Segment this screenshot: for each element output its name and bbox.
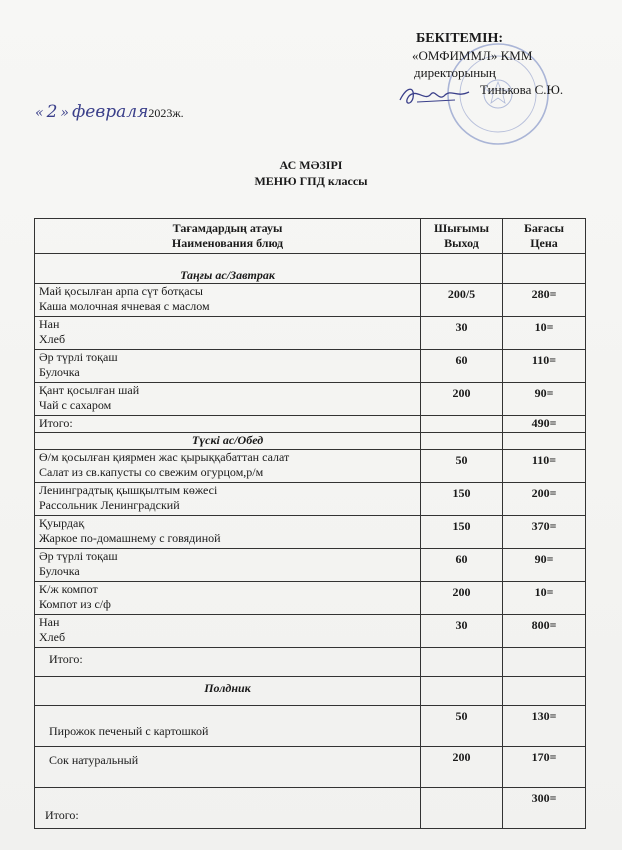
approval-name: Тинькова С.Ю.: [480, 82, 564, 97]
document-date: [35, 102, 184, 122]
approval-org: «ОМФИММЛ» КММ: [412, 48, 533, 63]
handwritten-signature: [395, 80, 475, 110]
header-price: Бағасы Цена: [503, 219, 586, 254]
total-row-breakfast: Итого: 490=: [35, 416, 586, 433]
table-row: Май қосылған арпа сүт ботқасы Каша молочная ячневая с маслом 200/5 280=: [35, 284, 586, 317]
section-row-breakfast: [35, 254, 586, 284]
approval-heading: БЕКІТЕМІН:: [416, 31, 504, 46]
total-label: Итого:: [35, 648, 421, 677]
table-row: Әр түрлі тоқаш Булочка 60 90=: [35, 549, 586, 582]
table-row: Нан Хлеб 30 10=: [35, 317, 586, 350]
date-year: 2023ж.: [148, 106, 184, 120]
total-label: Итого:: [45, 808, 79, 822]
approval-position: директорының: [414, 65, 496, 80]
total-row-lunch: [35, 648, 586, 677]
date-month: февраля: [71, 102, 149, 122]
date-day: 2: [46, 102, 58, 122]
header-dish-name: Тағамдардың атауы Наименования блюд: [35, 219, 421, 254]
table-header-row: [35, 219, 586, 254]
header-output: Шығымы Выход: [421, 219, 503, 254]
table-row: Пирожок печеный с картошкой 50 130=: [35, 706, 586, 747]
date-quote-open: «: [35, 105, 44, 121]
menu-title-kz: АС МӘЗІРІ: [279, 158, 343, 172]
table-row: Сок натуральный 200 170=: [35, 747, 586, 788]
table-row: Ленинградтық қышқылтым көжесі Рассольник Ленинградский 150 200=: [35, 483, 586, 516]
table-row: К/ж компот Компот из с/ф 200 10=: [35, 582, 586, 615]
section-title-lunch: Түскі ас/Обед: [35, 433, 421, 450]
menu-table: [34, 218, 586, 829]
table-row: Әр түрлі тоқаш Булочка 60 110=: [35, 350, 586, 383]
table-row: Ө/м қосылған қиярмен жас қырыққабаттан салат Салат из св.капусты со свежим огурцом,р/м 50 110=: [35, 450, 586, 483]
table-row: Қуырдақ Жаркое по-домашнему с говядиной 150 370=: [35, 516, 586, 549]
date-quote-close: »: [60, 105, 69, 121]
section-title-breakfast: Таңғы ас/Завтрак: [35, 254, 421, 284]
section-title-snack: Полдник: [35, 677, 421, 706]
menu-title-ru: МЕНЮ ГПД классы: [254, 174, 368, 188]
section-row-lunch: [35, 433, 586, 450]
total-label: Итого:: [35, 416, 421, 433]
section-row-snack: [35, 677, 586, 706]
total-row-snack: Итого: 300=: [35, 788, 586, 829]
table-row: Қант қосылған шай Чай с сахаром 200 90=: [35, 383, 586, 416]
table-row: Нан Хлеб 30 800=: [35, 615, 586, 648]
